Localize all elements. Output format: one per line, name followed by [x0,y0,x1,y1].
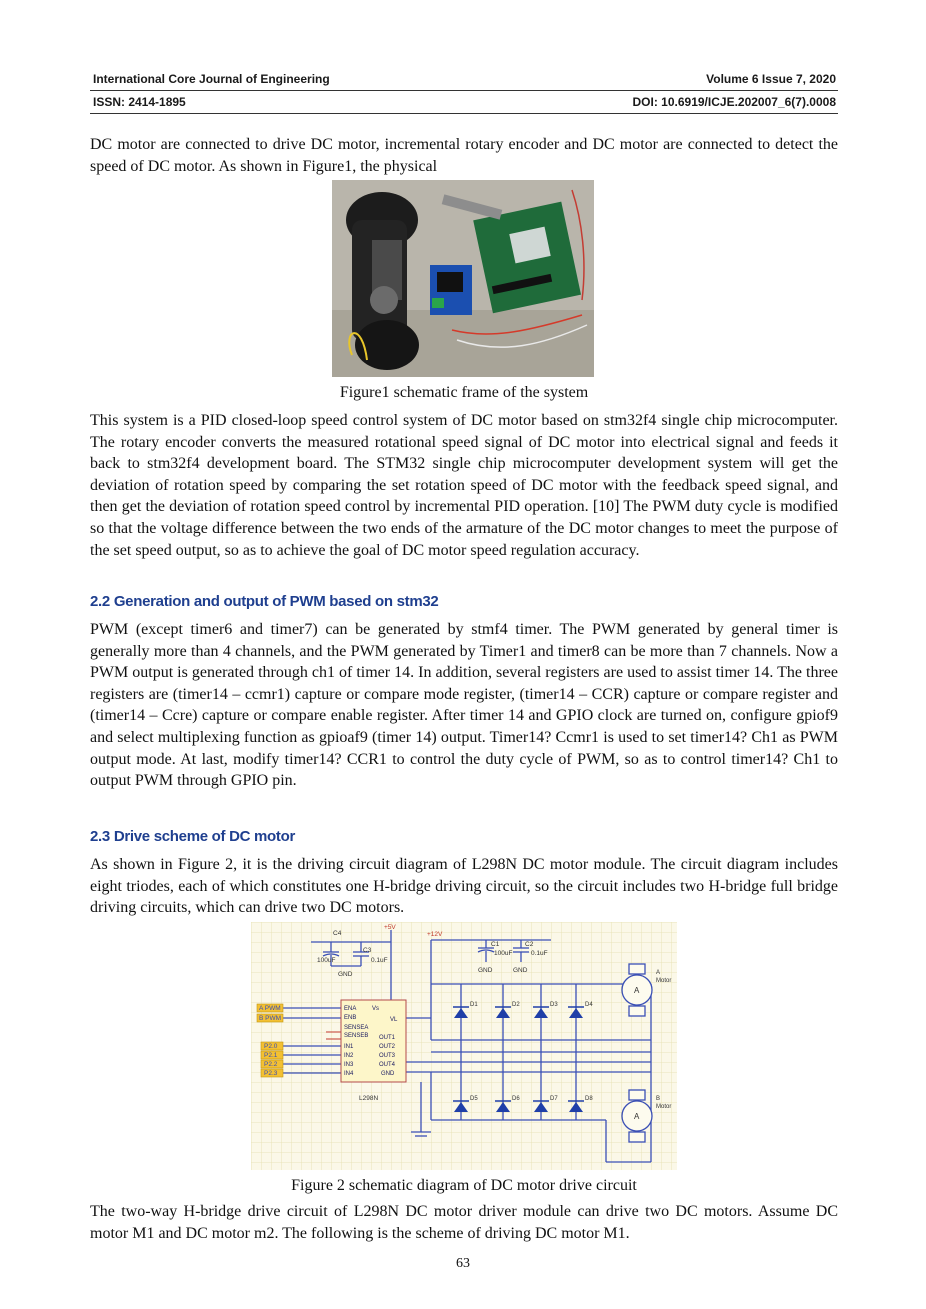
label-p2-2: P2.2 [264,1061,278,1068]
label-d1: D1 [470,1002,478,1008]
header-rule-bottom [90,113,838,114]
motor-a-letter: A [656,970,661,976]
label-c2: C2 [525,941,534,948]
pin-sensea: SENSEA [344,1025,369,1031]
pin-ena: ENA [344,1006,357,1012]
label-c4-value: 100uF [317,957,336,964]
label-5v: +5V [384,924,396,931]
pin-vs: Vs [372,1006,380,1012]
issn: ISSN: 2414-1895 [93,95,186,109]
label-c1-value: 100uF [494,950,513,957]
label-gnd-1: GND [338,971,353,978]
pin-out2: OUT2 [379,1044,396,1050]
figure1-caption: Figure1 schematic frame of the system [339,384,589,401]
label-a-pwm: A PWM [259,1005,281,1012]
label-12v: +12V [427,931,443,938]
motor-b-symbol: A [634,1112,640,1121]
pin-out1: OUT1 [379,1035,396,1041]
label-gnd-3: GND [513,967,528,974]
figure1-photo [332,180,594,377]
section-heading-2-2: 2.2 Generation and output of PWM based on stm32 [90,593,439,610]
label-c3: C3 [363,947,372,954]
header-rule-top [90,90,838,91]
label-d8: D8 [585,1096,593,1102]
pin-out4: OUT4 [379,1062,396,1068]
label-c4: C4 [333,930,342,937]
motor-a-label: Motor [656,978,672,984]
paragraph-two-way: The two-way H-bridge drive circuit of L298N DC motor driver module can drive two DC motors. Assume DC motor M1 and DC motor m2. The following is the scheme of driving DC motor M1. [90,1203,838,1242]
volume-info: Volume 6 Issue 7, 2020 [706,72,836,86]
label-p2-3: P2.3 [264,1070,278,1077]
label-d5: D5 [470,1096,478,1102]
pin-in1: IN1 [344,1044,354,1050]
label-c3-value: 0.1uF [371,957,388,964]
label-p2-1: P2.1 [264,1052,278,1059]
pin-gnd: GND [381,1071,395,1077]
paragraph-pwm: PWM (except timer6 and timer7) can be generated by stmf4 timer. The PWM generated by general timer is generally more than 4 channels, and the PWM generated by Timer1 and timer8 can be more than 7 channels. Now a PWM output is generated through ch1 of timer 14. In addition, several registers are used to assist timer 14. The three registers are (timer14 – ccmr1) capture or compare mode register, (timer14 – CCR) capture or compare register and (timer14 – Ccre) capture or compare enable register. After timer 14 and GPIO clock are turned on, configure gpiof9 and select multiplexing function as gpioaf9 (timer 14) output. Timer14? Ccmr1 is used to set timer14? Ch1 as PWM output mode. At last, modify timer14? CCR1 to control the duty cycle of PWM, so as to control timer14? Ch1 to output PWM through GPIO pin. [90,621,838,790]
label-gnd-2: GND [478,967,493,974]
figure2-schematic [251,922,677,1170]
paragraph-system: This system is a PID closed-loop speed control system of DC motor based on stm32f4 single chip microcomputer. The rotary encoder converts the measured rotational speed signal of DC motor into electrical signal and feeds it back to stm32f4 development board. The STM32 single chip microcomputer development system will get the deviation of rotation speed by comparing the set rotation speed of DC motor with the feedback speed signal, and then get the deviation of rotation speed control by incremental PID operation. [10] The PWM duty cycle is modified so that the voltage difference between the two ends of the armature of the DC motor changes to meet the purpose of the set speed output, so as to achieve the goal of DC motor speed regulation accuracy. [90,412,838,559]
label-d2: D2 [512,1002,520,1008]
pin-in3: IN3 [344,1062,354,1068]
motor-a-symbol: A [634,986,640,995]
label-d6: D6 [512,1096,520,1102]
figure2-caption: Figure 2 schematic diagram of DC motor drive circuit [291,1177,637,1194]
journal-name: International Core Journal of Engineering [93,72,330,86]
motor-b-letter: B [656,1096,661,1102]
pin-out3: OUT3 [379,1053,396,1059]
pin-enb: ENB [344,1015,357,1021]
label-c1: C1 [491,941,500,948]
label-d4: D4 [585,1002,593,1008]
motor-b-label: Motor [656,1104,672,1110]
page-number: 63 [456,1256,470,1271]
pin-senseb: SENSEB [344,1033,369,1039]
label-b-pwm: B PWM [259,1015,282,1022]
chip-label: L298N [359,1095,379,1102]
doi: DOI: 10.6919/ICJE.202007_6(7).0008 [632,95,836,109]
pin-vl: VL [390,1017,398,1023]
paragraph-intro: DC motor are connected to drive DC motor, incremental rotary encoder and DC motor are connected to detect the speed of DC motor. As shown in Figure1, the physical [90,136,838,175]
section-heading-2-3: 2.3 Drive scheme of DC motor [90,828,295,845]
label-d3: D3 [550,1002,558,1008]
pin-in4: IN4 [344,1071,354,1077]
pin-in2: IN2 [344,1053,354,1059]
label-p2-0: P2.0 [264,1043,278,1050]
label-c2-value: 0.1uF [531,950,548,957]
paragraph-drive: As shown in Figure 2, it is the driving circuit diagram of L298N DC motor module. The circuit diagram includes eight triodes, each of which constitutes one H-bridge driving circuit, so the circuit includes two H-bridge full bridge driving circuits, which can drive two DC motors. [90,856,838,917]
label-d7: D7 [550,1096,558,1102]
